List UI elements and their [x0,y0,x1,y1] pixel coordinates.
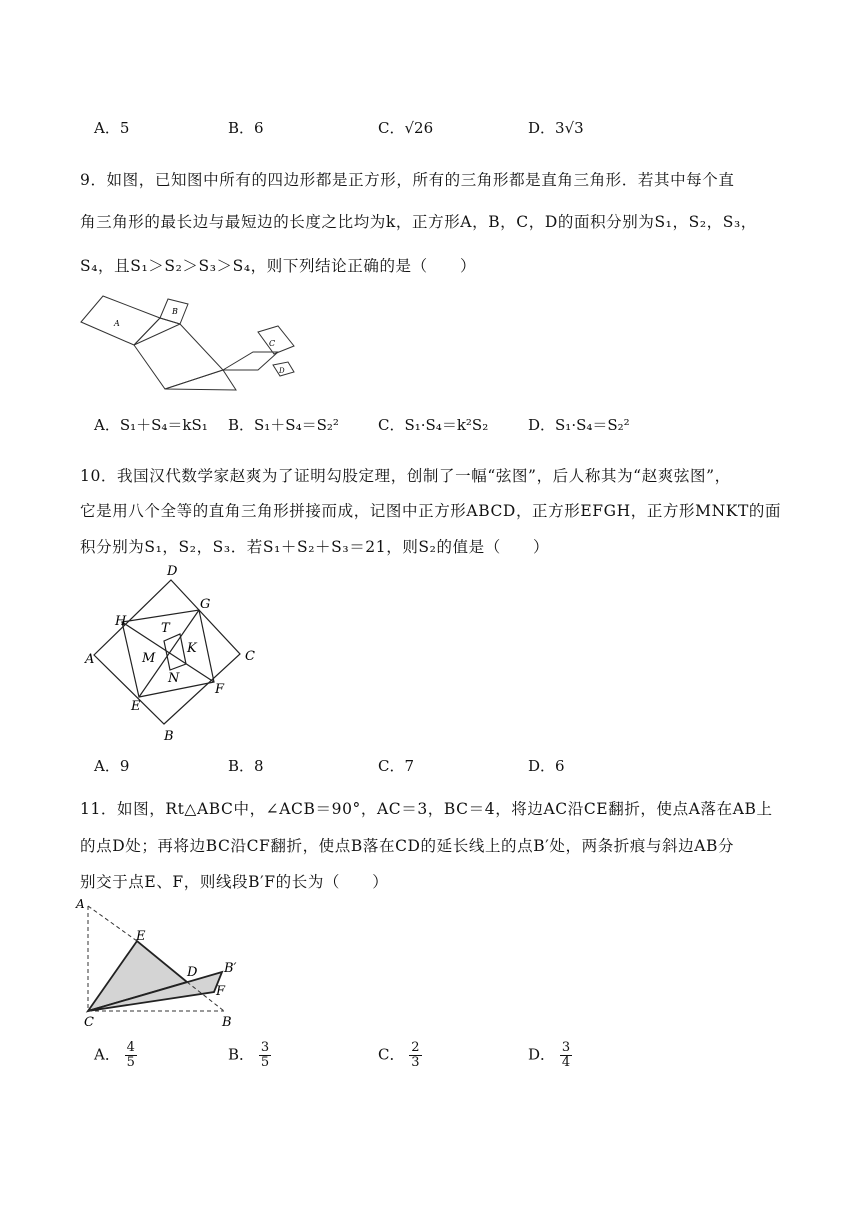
q11-option-a-fraction [125,1041,137,1070]
q11-option-b-numerator: 3 [260,1040,270,1055]
q10-line-3: 积分别为S₁，S₂，S₃．若S₁＋S₂＋S₃＝21，则S₂的值是（ ） [80,538,550,556]
q11-label-f: F [216,984,226,999]
q10-label-e: E [131,699,141,714]
q10-option-d: D．6 [528,757,565,775]
q10-label-k: K [187,641,197,656]
q9-label-d: D [279,367,285,375]
q11-option-d-denominator: 4 [561,1055,571,1070]
q10-label-m: M [142,651,156,666]
q8-option-c: C．√26 [378,119,434,137]
q10-label-g: G [200,597,211,612]
q11-option-d-letter: D． [528,1045,556,1064]
q11-option-b-fraction [259,1041,271,1070]
q11-label-a: A [76,897,85,911]
q10-line-1: 10．我国汉代数学家赵爽为了证明勾股定理，创制了一幅“弦图”，后人称其为“赵爽弦图”， [80,467,731,485]
q11-line-3: 别交于点E、F，则线段B′F的长为（ ） [80,873,389,891]
q11-option-c-fraction [409,1041,421,1070]
q11-label-b-prime: B′ [224,961,237,976]
q10-figure [82,560,262,745]
q9-line-3: S₄，且S₁＞S₂＞S₃＞S₄，则下列结论正确的是（ ） [80,257,477,275]
q8-option-d: D．3√3 [528,119,584,137]
q11-option-b [228,1041,271,1070]
q9-figure [78,292,303,394]
q11-line-2: 的点D处；再将边BC沿CF翻折，使点B落在CD的延长线上的点B′处，两条折痕与斜边AB分 [80,837,735,855]
q9-label-a: A [114,319,120,328]
q9-line-1: 9．如图，已知图中所有的四边形都是正方形，所有的三角形都是直角三角形．若其中每个直 [80,171,735,189]
q11-option-a [94,1041,137,1070]
q11-option-b-denominator: 5 [260,1055,270,1070]
q11-figure [74,896,244,1030]
q10-label-h: H [115,614,127,629]
q8-option-a: A．5 [94,119,130,137]
q10-label-t: T [161,621,170,636]
q9-label-c: C [269,339,276,348]
q11-option-a-denominator: 5 [126,1055,135,1070]
q9-option-d: D．S₁·S₄＝S₂² [528,416,630,434]
q11-option-d [528,1041,572,1070]
q10-line-2: 它是用八个全等的直角三角形拼接而成，记图中正方形ABCD，正方形EFGH，正方形MNKT的面 [80,502,782,520]
q11-option-b-letter: B． [228,1045,255,1064]
q10-label-c: C [245,649,255,664]
q11-label-c: C [84,1015,94,1030]
q8-option-b: B．6 [228,119,264,137]
q10-label-n: N [168,671,180,686]
q9-label-b: B [172,307,178,316]
q11-option-c-letter: C． [378,1045,405,1064]
q10-label-a: A [85,652,95,667]
q10-option-b: B．8 [228,757,264,775]
q10-option-c: C．7 [378,757,415,775]
q10-label-d: D [167,564,178,579]
q11-option-d-fraction [560,1041,572,1070]
q11-line-1: 11．如图，Rt△ABC中，∠ACB＝90°，AC＝3，BC＝4，将边AC沿CE翻折，使点A落在AB上 [80,800,773,818]
q11-option-c-numerator: 2 [411,1040,420,1055]
q11-label-e: E [136,929,146,944]
q11-option-c-denominator: 3 [411,1055,420,1070]
q11-option-a-letter: A． [94,1045,120,1064]
q9-option-a: A．S₁＋S₄＝kS₁ [94,416,208,434]
q10-label-b: B [164,729,174,744]
q9-line-2: 角三角形的最长边与最短边的长度之比均为k，正方形A，B，C，D的面积分别为S₁，S₂，S₃， [80,213,757,231]
q11-option-a-numerator: 4 [126,1040,135,1055]
q11-label-b: B [222,1015,232,1030]
q11-option-d-numerator: 3 [561,1040,571,1055]
q9-option-b: B．S₁＋S₄＝S₂² [228,416,339,434]
q9-option-c: C．S₁·S₄＝k²S₂ [378,416,489,434]
q10-label-f: F [215,682,225,697]
q10-option-a: A．9 [94,757,130,775]
q11-option-c [378,1041,422,1070]
q11-label-d: D [187,965,198,980]
